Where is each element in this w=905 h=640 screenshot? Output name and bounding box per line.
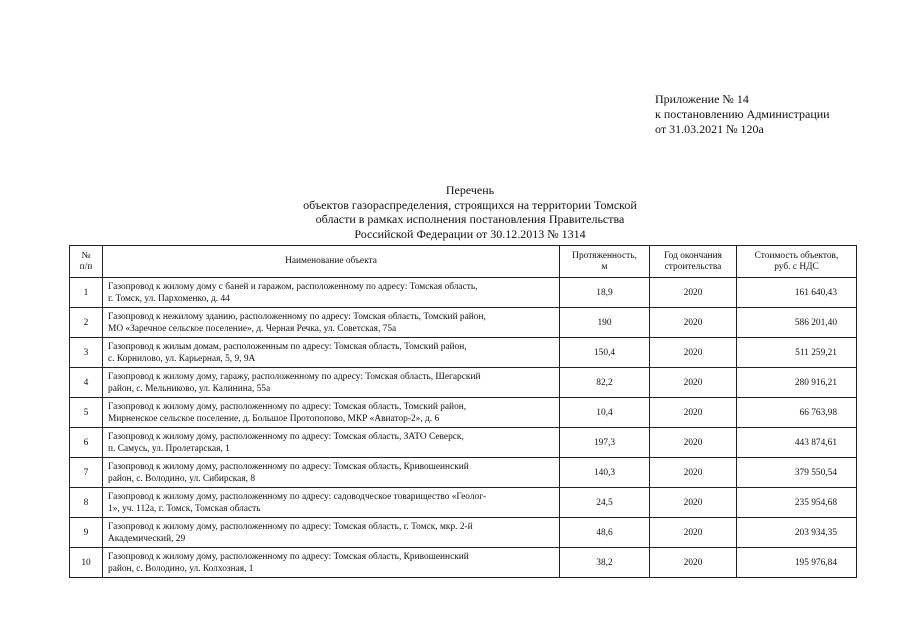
table-row: [70, 278, 857, 308]
row-cost: 280 916,21: [737, 368, 857, 398]
row-year: 2020: [650, 368, 737, 398]
row-object-name: [103, 458, 560, 488]
header-cost: Стоимость объектов, руб. с НДС: [737, 246, 857, 278]
object-name-line: г. Томск, ул. Пархоменко, д. 44: [108, 293, 230, 304]
row-cost: 379 550,54: [737, 458, 857, 488]
row-object-name: [103, 548, 560, 578]
row-object-name: [103, 518, 560, 548]
row-year: 2020: [650, 518, 737, 548]
table-row: [70, 518, 857, 548]
row-cost: 203 934,35: [737, 518, 857, 548]
row-object-name: [103, 338, 560, 368]
object-name-line: Газопровод к жилому дому, расположенному по адресу: Томская область, ЗАТО Северск,: [108, 431, 464, 442]
appendix-date: от 31.03.2021 № 120а: [655, 122, 764, 136]
object-name-line: район, с. Володино, ул. Сибирская, 8: [108, 473, 256, 484]
row-number: 3: [70, 338, 103, 368]
row-length: 38,2: [560, 548, 650, 578]
row-object-name: [103, 368, 560, 398]
object-name-line: п. Самусь, ул. Пролетарская, 1: [108, 443, 230, 454]
row-year: 2020: [650, 398, 737, 428]
row-object-name: [103, 428, 560, 458]
row-year: 2020: [650, 338, 737, 368]
object-name-line: Газопровод к жилым домам, расположенным по адресу: Томская область, Томский район,: [108, 341, 467, 352]
object-name-line: 1», уч. 112а, г. Томск, Томская область: [108, 503, 261, 514]
row-length: 150,4: [560, 338, 650, 368]
document-title: [200, 183, 740, 241]
table-row: [70, 548, 857, 578]
row-cost: 511 259,21: [737, 338, 857, 368]
row-number: 5: [70, 398, 103, 428]
appendix-header: [655, 92, 830, 137]
object-name-line: район, с. Мельниково, ул. Калинина, 55а: [108, 383, 271, 394]
header-length: Протяженность, м: [560, 246, 650, 278]
row-number: 9: [70, 518, 103, 548]
header-num: № п/п: [70, 246, 103, 278]
row-number: 8: [70, 488, 103, 518]
row-length: 82,2: [560, 368, 650, 398]
row-length: 48,6: [560, 518, 650, 548]
row-length: 18,9: [560, 278, 650, 308]
row-number: 2: [70, 308, 103, 338]
object-name-line: с. Корнилово, ул. Карьерная, 5, 9, 9А: [108, 353, 256, 364]
row-year: 2020: [650, 428, 737, 458]
objects-table: [69, 245, 857, 578]
table-row: [70, 338, 857, 368]
object-name-line: МО «Заречное сельское поселение», д. Черная Речка, ул. Советская, 75а: [108, 323, 397, 334]
object-name-line: Мирненское сельское поселение, д. Большое Протопопово, МКР «Авиатор-2», д. 6: [108, 413, 440, 424]
table-row: [70, 398, 857, 428]
row-object-name: [103, 398, 560, 428]
table-row: [70, 488, 857, 518]
title-line: Перечень: [445, 183, 495, 197]
row-cost: 586 201,40: [737, 308, 857, 338]
row-length: 190: [560, 308, 650, 338]
table-row: [70, 458, 857, 488]
row-number: 1: [70, 278, 103, 308]
row-object-name: [103, 488, 560, 518]
object-name-line: Газопровод к нежилому зданию, расположенному по адресу: Томская область, Томский район,: [108, 311, 486, 322]
table-header-row: [70, 246, 857, 278]
object-name-line: Газопровод к жилому дому, расположенному по адресу: Томская область, Кривошеинский: [108, 461, 469, 472]
table-row: [70, 428, 857, 458]
object-name-line: Академический, 29: [108, 533, 186, 544]
object-name-line: Газопровод к жилому дому, расположенному по адресу: садоводческое товарищество «Геолог-: [108, 491, 487, 502]
row-year: 2020: [650, 488, 737, 518]
object-name-line: Газопровод к жилому дому с баней и гаражом, расположенному по адресу: Томская область,: [108, 281, 478, 292]
row-length: 10,4: [560, 398, 650, 428]
table-row: [70, 308, 857, 338]
row-cost: 66 763,98: [737, 398, 857, 428]
object-name-line: Газопровод к жилому дому, расположенному по адресу: Томская область, Томский район,: [108, 401, 467, 412]
row-number: 10: [70, 548, 103, 578]
row-object-name: [103, 278, 560, 308]
object-name-line: район, с. Володино, ул. Колхозная, 1: [108, 563, 254, 574]
row-cost: 443 874,61: [737, 428, 857, 458]
title-line: Российской Федерации от 30.12.2013 № 1314: [354, 226, 586, 241]
row-length: 24,5: [560, 488, 650, 518]
row-cost: 195 976,84: [737, 548, 857, 578]
row-year: 2020: [650, 458, 737, 488]
object-name-line: Газопровод к жилому дому, расположенному по адресу: Томская область, Кривошеинский: [108, 551, 469, 562]
row-year: 2020: [650, 308, 737, 338]
row-object-name: [103, 308, 560, 338]
object-name-line: Газопровод к жилому дому, гаражу, расположенному по адресу: Томская область, Шегарский: [108, 371, 481, 382]
header-year: Год окончания строительства: [650, 246, 737, 278]
row-cost: 235 954,68: [737, 488, 857, 518]
header-name: Наименование объекта: [103, 246, 560, 278]
title-line: объектов газораспределения, строящихся на территории Томской: [303, 197, 637, 212]
row-year: 2020: [650, 548, 737, 578]
table-row: [70, 368, 857, 398]
row-number: 4: [70, 368, 103, 398]
row-cost: 161 640,43: [737, 278, 857, 308]
appendix-number: Приложение № 14: [655, 92, 749, 106]
row-year: 2020: [650, 278, 737, 308]
row-number: 6: [70, 428, 103, 458]
object-name-line: Газопровод к жилому дому, расположенному по адресу: Томская область, г. Томск, мкр. 2-й: [108, 521, 473, 532]
row-number: 7: [70, 458, 103, 488]
row-length: 197,3: [560, 428, 650, 458]
title-line: области в рамках исполнения постановления Правительства: [315, 212, 625, 226]
row-length: 140,3: [560, 458, 650, 488]
appendix-resolution: к постановлению Администрации: [655, 107, 830, 121]
